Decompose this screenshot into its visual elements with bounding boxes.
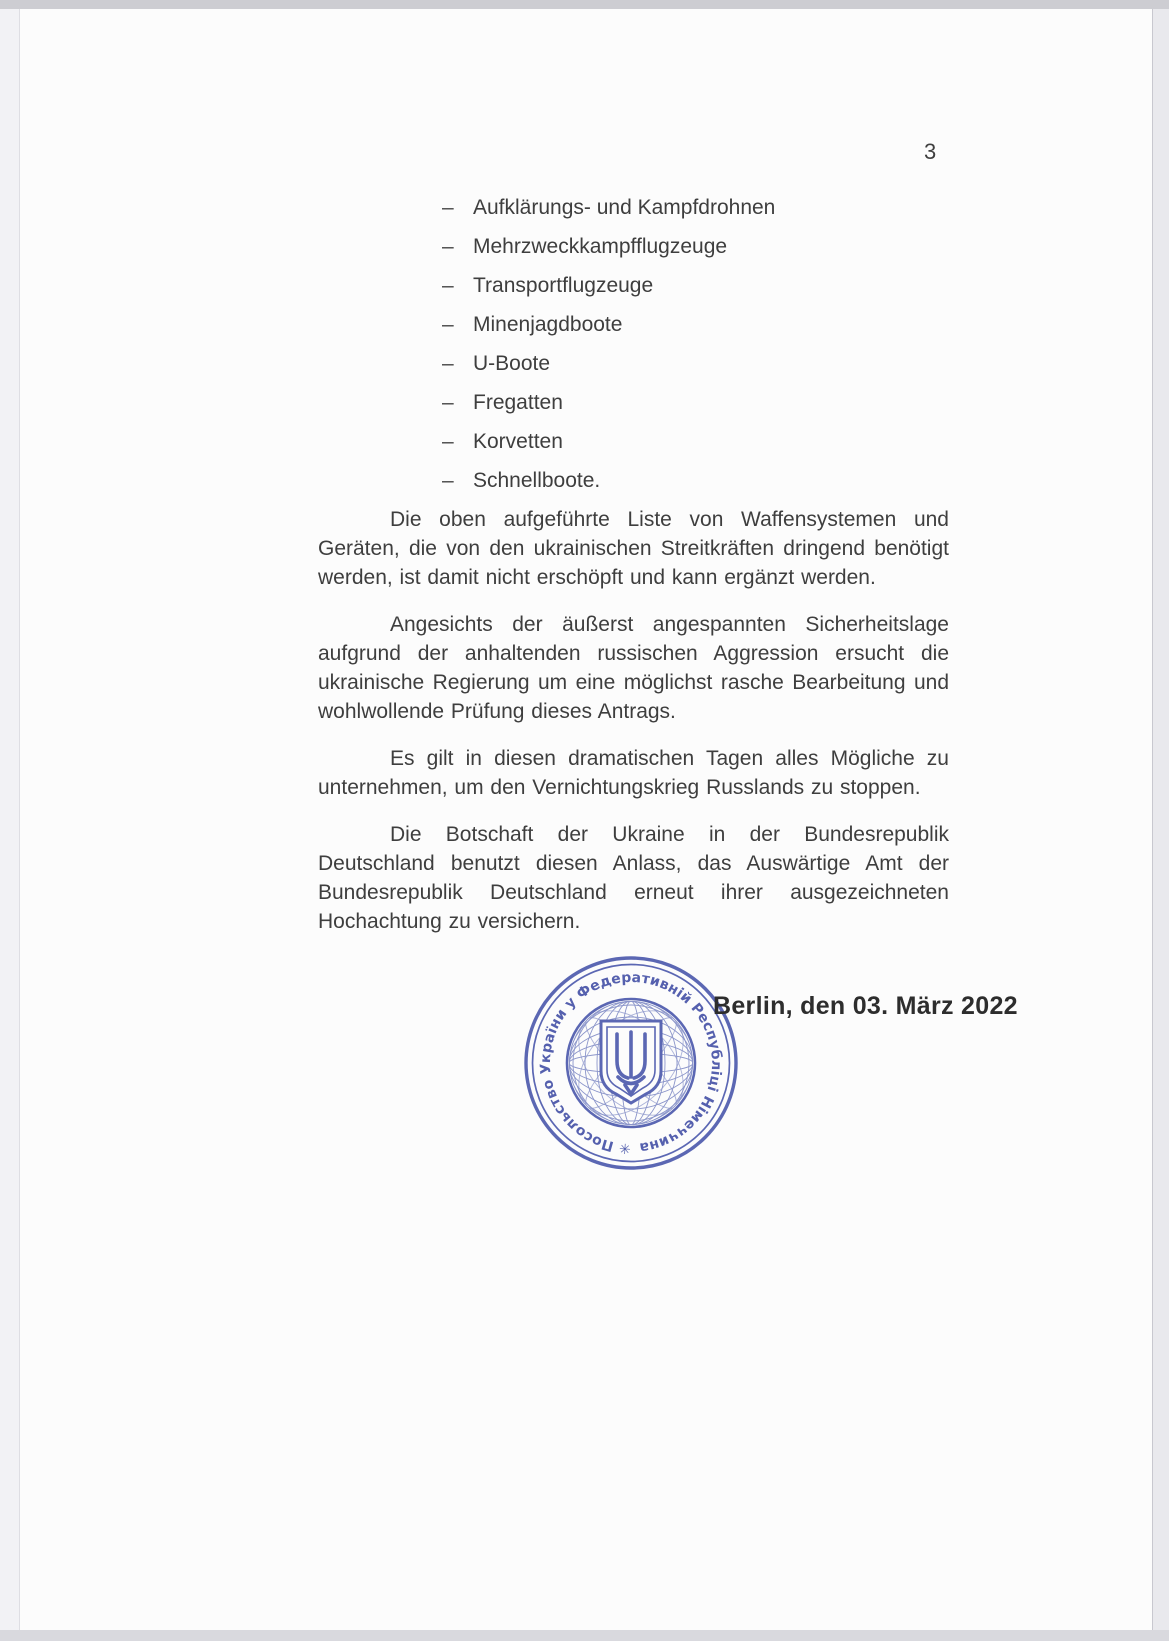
- dash-bullet: –: [442, 313, 454, 336]
- paragraph: Die Botschaft der Ukraine in der Bundesrepublik Deutschland benutzt diesen Anlass, das Auswärtige Amt der Bundesrepublik Deutschland erneut ihrer ausgezeichneten Hochachtung zu versichern.: [318, 823, 949, 933]
- list-item: [442, 313, 775, 336]
- stamp-ring-text: ✳ Посольство України у Федеративній Республіці Німеччина: [537, 969, 725, 1157]
- list-item-label: Fregatten: [473, 391, 563, 414]
- list-item: [442, 196, 775, 219]
- list-item-label: Korvetten: [473, 430, 563, 453]
- dash-bullet: –: [442, 235, 454, 258]
- dash-bullet: –: [442, 469, 454, 492]
- list-item-label: Aufklärungs- und Kampfdrohnen: [473, 196, 776, 219]
- list-item: [442, 391, 775, 414]
- list-item-label: Schnellboote.: [473, 469, 601, 492]
- scan-edge-left: [0, 9, 20, 1641]
- list-item-label: Minenjagdboote: [473, 313, 623, 336]
- weapons-list: [442, 196, 775, 508]
- dash-bullet: –: [442, 196, 454, 219]
- list-item: [442, 469, 775, 492]
- list-item: [442, 235, 775, 258]
- embassy-seal-stamp: [519, 951, 743, 1175]
- list-item-label: Mehrzweckkampfflugzeuge: [473, 235, 728, 258]
- embassy-seal-icon: [519, 951, 743, 1175]
- list-item: [442, 352, 775, 375]
- scan-edge-bottom: [0, 1630, 1169, 1641]
- paragraph: Die oben aufgeführte Liste von Waffensystemen und Geräten, die von den ukrainischen Streitkräften dringend benötigt werden, ist damit nicht erschöpft und kann ergänzt werden.: [318, 508, 949, 589]
- scan-edge-top: [0, 0, 1169, 9]
- list-item-label: U-Boote: [473, 352, 551, 375]
- dash-bullet: –: [442, 352, 454, 375]
- paragraph: Angesichts der äußerst angespannten Sicherheitslage aufgrund der anhaltenden russischen Aggression ersucht die ukrainische Regierung um eine möglichst rasche Bearbeitung und wohlwollende Prüfung dieses Antrags.: [318, 613, 949, 723]
- list-item-label: Transportflugzeuge: [473, 274, 654, 297]
- dash-bullet: –: [442, 274, 454, 297]
- paragraph: Es gilt in diesen dramatischen Tagen alles Mögliche zu unternehmen, um den Vernichtungskrieg Russlands zu stoppen.: [318, 747, 949, 799]
- dateline: Berlin, den 03. März 2022: [713, 992, 1018, 1020]
- dash-bullet: –: [442, 430, 454, 453]
- scan-edge-right: [1152, 9, 1169, 1641]
- dash-bullet: –: [442, 391, 454, 414]
- list-item: [442, 430, 775, 453]
- page-number: 3: [924, 139, 937, 164]
- list-item: [442, 274, 775, 297]
- body-text: [318, 505, 949, 954]
